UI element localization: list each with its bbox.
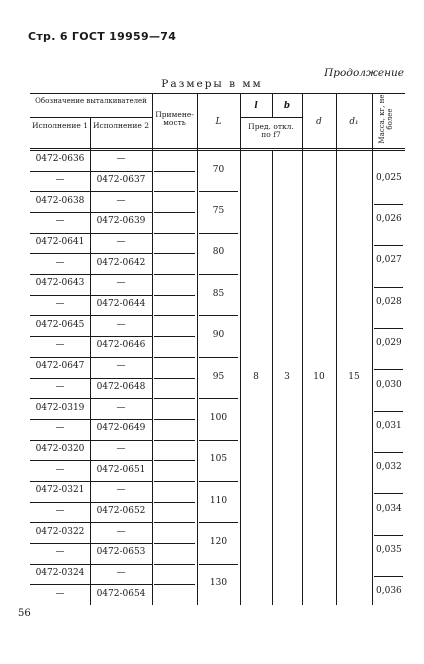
variant-1-value: 0472-0643 <box>35 278 85 289</box>
mass-group-rule <box>374 245 403 246</box>
mass-value: 0,027 <box>376 255 402 266</box>
common-b-value: 3 <box>284 371 290 382</box>
variant-2-value: — <box>116 402 126 413</box>
header-variant-2: Исполнение 2 <box>92 121 150 130</box>
variant-2-value: — <box>116 278 126 289</box>
table-row <box>30 336 152 337</box>
table-rule <box>240 93 241 605</box>
table-row <box>154 564 195 565</box>
table-row <box>154 522 195 523</box>
variant-1-value: — <box>55 216 65 227</box>
table-row <box>154 543 195 544</box>
mass-value: 0,028 <box>376 296 402 307</box>
L-value: 120 <box>209 536 228 547</box>
mass-value: 0,035 <box>376 544 402 555</box>
variant-2-value: — <box>116 526 126 537</box>
table-row <box>30 274 152 275</box>
mass-value: 0,032 <box>376 462 402 473</box>
variant-2-value: — <box>116 195 126 206</box>
L-value: 105 <box>209 454 228 465</box>
table-row <box>154 171 195 172</box>
header-d: d <box>316 117 322 127</box>
mass-group-rule <box>374 204 403 205</box>
table-row <box>154 295 195 296</box>
header-double-rule <box>30 150 405 151</box>
L-group-rule <box>199 191 238 192</box>
table-row <box>30 191 152 192</box>
table-row <box>30 419 152 420</box>
table-row <box>154 398 195 399</box>
table-row <box>30 212 152 213</box>
table-row <box>30 398 152 399</box>
L-group-rule <box>199 522 238 523</box>
L-group-rule <box>199 315 238 316</box>
variant-1-value: — <box>55 547 65 558</box>
variant-2-value: — <box>116 319 126 330</box>
variant-1-value: 0472-0636 <box>35 154 85 165</box>
variant-2-value: — <box>116 485 126 496</box>
L-group-rule <box>199 564 238 565</box>
variant-1-value: 0472-0322 <box>35 526 85 537</box>
table-row <box>154 191 195 192</box>
table-row <box>154 502 195 503</box>
L-value: 110 <box>209 495 228 506</box>
common-d1-value: 15 <box>348 371 360 382</box>
L-group-rule <box>199 274 238 275</box>
table-row <box>154 274 195 275</box>
table-row <box>154 253 195 254</box>
common-l-value: 8 <box>253 371 259 382</box>
variant-2-value: 0472-0644 <box>96 299 146 310</box>
variant-1-value: 0472-0320 <box>35 443 85 454</box>
L-value: 130 <box>209 578 228 589</box>
mass-group-rule <box>374 452 403 453</box>
mass-value: 0,029 <box>376 338 402 349</box>
table-row <box>154 460 195 461</box>
mass-value: 0,031 <box>376 420 402 431</box>
header-d1: d₁ <box>349 117 359 127</box>
variant-2-value: 0472-0646 <box>96 340 146 351</box>
variant-1-value: — <box>55 423 65 434</box>
table-row <box>30 295 152 296</box>
table-row <box>30 543 152 544</box>
tolerance-rule <box>240 117 302 118</box>
variant-1-value: 0472-0647 <box>35 361 85 372</box>
variant-1-value: — <box>55 381 65 392</box>
table-row <box>30 522 152 523</box>
mass-group-rule <box>374 328 403 329</box>
variant-2-value: 0472-0642 <box>96 257 146 268</box>
table-row <box>30 233 152 234</box>
table-rule <box>336 93 337 605</box>
table-row <box>30 440 152 441</box>
table-row <box>30 378 152 379</box>
header-tolerance: Пред. откл. по f7 <box>248 122 294 139</box>
variant-1-value: 0472-0641 <box>35 237 85 248</box>
variant-2-value: 0472-0652 <box>96 505 146 516</box>
header-applicability: Примене- мость <box>155 110 194 127</box>
variant-2-value: 0472-0649 <box>96 423 146 434</box>
dimensions-title: Размеры в мм <box>161 78 263 90</box>
mass-group-rule <box>374 493 403 494</box>
L-group-rule <box>199 481 238 482</box>
variant-2-value: — <box>116 443 126 454</box>
table-row <box>154 212 195 213</box>
variant-2-value: 0472-0637 <box>96 175 146 186</box>
variant-1-value: — <box>55 505 65 516</box>
table-row <box>30 171 152 172</box>
continuation-label: Продолжение <box>324 67 404 79</box>
mass-value: 0,030 <box>376 379 402 390</box>
variant-1-value: — <box>55 175 65 186</box>
table-top-rule <box>30 93 405 94</box>
mass-value: 0,026 <box>376 214 402 225</box>
variant-1-value: — <box>55 340 65 351</box>
variant-2-value: 0472-0648 <box>96 381 146 392</box>
table-row <box>30 502 152 503</box>
variant-1-value: — <box>55 588 65 599</box>
table-row <box>30 481 152 482</box>
variant-1-value: 0472-0321 <box>35 485 85 496</box>
mass-group-rule <box>374 576 403 577</box>
header-mass: Масса, кг, не более <box>378 94 394 144</box>
variant-2-value: 0472-0639 <box>96 216 146 227</box>
variant-2-value: 0472-0654 <box>96 588 146 599</box>
table-row <box>30 460 152 461</box>
L-group-rule <box>199 357 238 358</box>
header-variant-1: Исполнение 1 <box>31 121 89 130</box>
table-row <box>154 378 195 379</box>
mass-value: 0,025 <box>376 172 402 183</box>
table-row <box>30 253 152 254</box>
L-value: 90 <box>212 330 225 341</box>
table-rule <box>372 93 373 605</box>
table-rule <box>152 93 153 605</box>
header-b: b <box>283 101 291 111</box>
variant-2-value: — <box>116 237 126 248</box>
designation-split-rule <box>30 117 152 118</box>
page-header: Стр. 6 ГОСТ 19959—74 <box>28 30 177 43</box>
variant-1-value: 0472-0319 <box>35 402 85 413</box>
mass-group-rule <box>374 287 403 288</box>
variant-2-value: 0472-0653 <box>96 547 146 558</box>
L-value: 75 <box>212 206 225 217</box>
table-row <box>30 564 152 565</box>
mass-group-rule <box>374 535 403 536</box>
L-value: 80 <box>212 247 225 258</box>
variant-1-value: 0472-0645 <box>35 319 85 330</box>
L-group-rule <box>199 440 238 441</box>
header-bottom-rule <box>30 148 405 149</box>
page-number: 56 <box>18 608 31 619</box>
variant-1-value: 0472-0324 <box>35 567 85 578</box>
table-row <box>154 336 195 337</box>
common-d-value: 10 <box>313 371 325 382</box>
mass-value: 0,034 <box>376 503 402 514</box>
L-value: 100 <box>209 412 228 423</box>
variant-1-value: — <box>55 464 65 475</box>
table-row <box>30 357 152 358</box>
variant-2-value: — <box>116 154 126 165</box>
variant-1-value: — <box>55 299 65 310</box>
L-value: 70 <box>212 164 225 175</box>
table-row <box>154 481 195 482</box>
header-l: l <box>254 101 258 111</box>
L-value: 85 <box>212 288 225 299</box>
variant-1-value: — <box>55 257 65 268</box>
table-row <box>154 233 195 234</box>
mass-value: 0,036 <box>376 586 402 597</box>
L-group-rule <box>199 398 238 399</box>
L-value: 95 <box>212 371 225 382</box>
table-row <box>154 419 195 420</box>
variant-2-value: — <box>116 361 126 372</box>
table-row <box>154 584 195 585</box>
table-row <box>154 315 195 316</box>
variant-2-value: 0472-0651 <box>96 464 146 475</box>
header-L: L <box>215 117 222 127</box>
table-row <box>30 315 152 316</box>
L-group-rule <box>199 233 238 234</box>
header-designation: Обозначение выталкивателей <box>35 97 147 105</box>
table-row <box>30 584 152 585</box>
table-rule <box>302 93 303 605</box>
mass-group-rule <box>374 369 403 370</box>
table-row <box>154 357 195 358</box>
variant-2-value: — <box>116 567 126 578</box>
mass-group-rule <box>374 411 403 412</box>
variant-1-value: 0472-0638 <box>35 195 85 206</box>
table-row <box>154 440 195 441</box>
